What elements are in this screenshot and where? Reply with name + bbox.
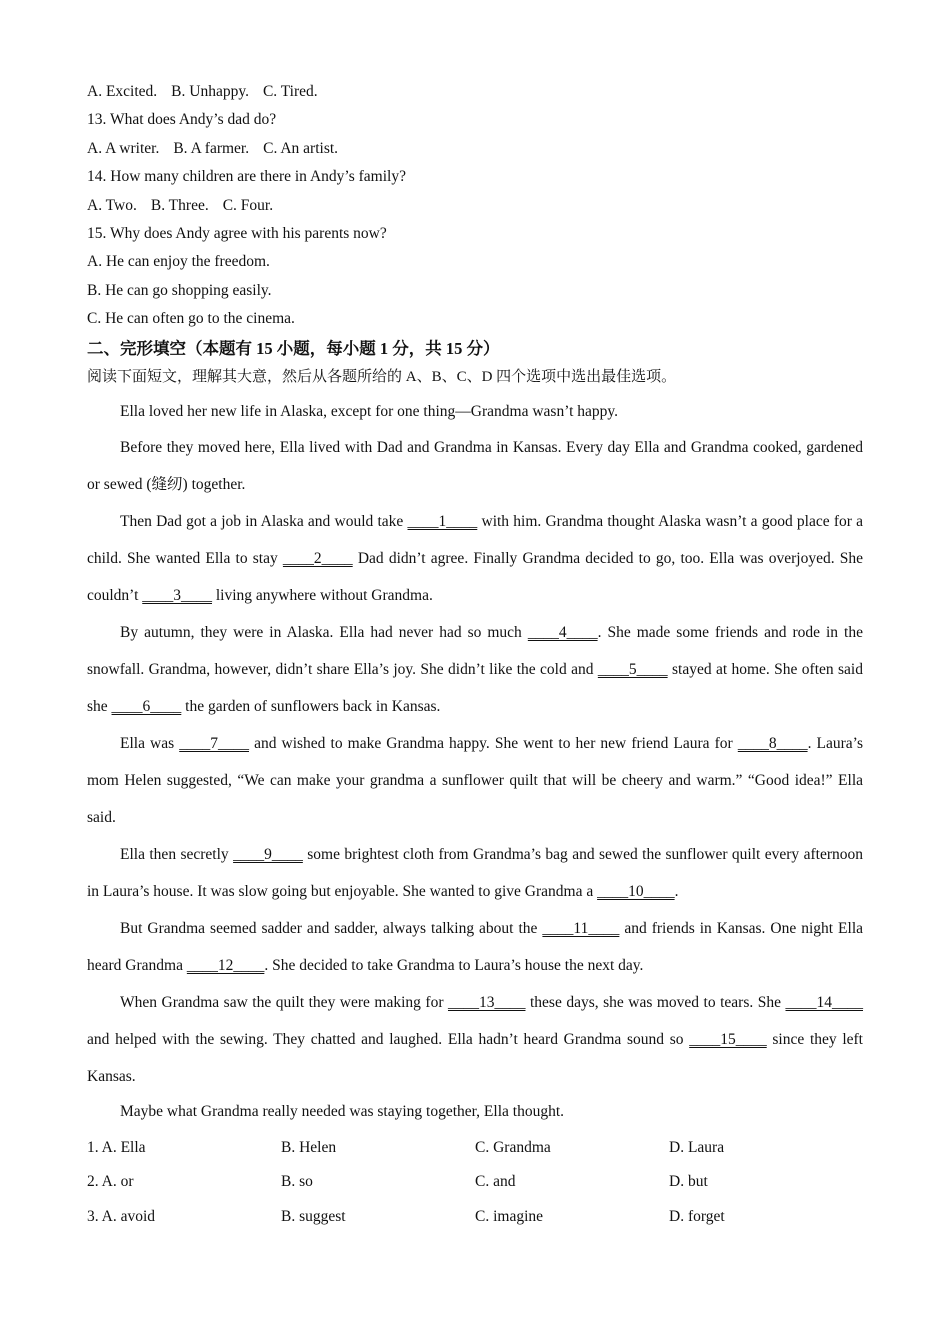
q12-option-b: B. Unhappy. [171, 83, 249, 100]
passage-text: Then Dad got a job in Alaska and would take [120, 512, 408, 530]
blank-4: ____4____ [527, 623, 598, 641]
choice-2-b: B. so [281, 1173, 313, 1191]
passage-text: stayed at home. She often said she [87, 660, 863, 715]
choice-3-b: B. suggest [281, 1207, 346, 1225]
passage-text: these days, she was moved to tears. She [525, 993, 786, 1011]
passage-text: Dad didn’t agree. Finally Grandma decided to go, too. Ella was overjoyed. She couldn’t [87, 549, 863, 604]
passage-paragraph-9: Maybe what Grandma really needed was staying together, Ella thought. [120, 1102, 565, 1120]
exam-page [87, 78, 863, 1234]
passage-text: . She decided to take Grandma to Laura’s house the next day. [264, 956, 644, 974]
blank-8: ____8____ [737, 734, 808, 752]
blank-7: ____7____ [179, 734, 249, 752]
q15-option-b: B. He can go shopping easily. [87, 281, 272, 299]
blank-1: ____1____ [407, 512, 478, 530]
answer-choices [87, 1131, 863, 1235]
choice-row-2 [87, 1165, 863, 1200]
blank-12: ____12____ [186, 956, 265, 974]
q13-option-c: C. An artist. [263, 139, 339, 157]
choice-2-a: 2. A. or [87, 1173, 134, 1191]
choice-3-d: D. forget [669, 1207, 725, 1225]
passage-text: . [674, 882, 679, 900]
passage-paragraph-3 [87, 503, 863, 614]
passage-text: since they left Kansas. [87, 1030, 863, 1085]
q13-question: 13. What does Andy’s dad do? [87, 111, 277, 129]
q14-question: 14. How many children are there in Andy’s family? [87, 168, 406, 186]
passage-text: But Grandma seemed sadder and sadder, always talking about the [120, 919, 543, 937]
q13-options [87, 135, 863, 163]
choice-1-a: 1. A. Ella [87, 1138, 146, 1156]
blank-13: ____13____ [447, 993, 526, 1011]
passage-text: some brightest cloth from Grandma’s bag and sewed the sunflower quilt every afternoon in Laura’s house. It was slow going but enjoyable. She wanted to give Grandma a [87, 845, 863, 900]
passage-text: and friends in Kansas. One night Ella heard Grandma [87, 919, 864, 974]
q13-option-a: A. A writer. [87, 139, 160, 157]
q14-option-b: B. Three. [150, 196, 209, 214]
passage-paragraph-6 [87, 836, 863, 910]
blank-10: ____10____ [597, 882, 675, 900]
passage-text: . She made some friends and rode in the snowfall. Grandma, however, didn’t share Ella’s joy. She didn’t like the cold and [87, 623, 863, 678]
blank-9: ____9____ [233, 845, 303, 863]
passage-text: and wished to make Grandma happy. She went to her new friend Laura for [248, 734, 738, 752]
passage-paragraph-1: Ella loved her new life in Alaska, except for one thing—Grandma wasn’t happy. [120, 402, 619, 420]
choice-1-c: C. Grandma [475, 1138, 551, 1156]
passage-text: When Grandma saw the quilt they were making for [120, 993, 448, 1011]
q14-option-c: C. Four. [222, 196, 274, 214]
blank-11: ____11____ [542, 919, 620, 937]
q14-options [87, 192, 863, 220]
passage-text: with him. Grandma thought Alaska wasn’t a good place for a child. She wanted Ella to stay [87, 512, 863, 567]
q15-question: 15. Why does Andy agree with his parents now? [87, 225, 387, 243]
choice-row-1 [87, 1131, 863, 1166]
blank-14: ____14____ [785, 993, 863, 1011]
passage-text: . Laura’s mom Helen suggested, “We can make your grandma a sunflower quilt that will be cheery and warm.” “Good idea!” Ella said. [87, 734, 863, 826]
q12-options [87, 78, 863, 106]
choice-3-a: 3. A. avoid [87, 1207, 156, 1225]
passage-text: Ella then secretly [120, 845, 234, 863]
blank-3: ____3____ [142, 586, 212, 604]
choice-1-d: D. Laura [669, 1138, 725, 1156]
q12-option-c: C. Tired. [262, 83, 318, 100]
q15-option-c: C. He can often go to the cinema. [87, 310, 295, 328]
passage-paragraph-2: Before they moved here, Ella lived with Dad and Grandma in Kansas. Every day Ella and Grandma cooked, gardened or sewed (缝纫) together. [87, 438, 863, 493]
choice-1-b: B. Helen [281, 1138, 337, 1156]
passage-paragraph-5 [87, 725, 863, 836]
section-instruction: 阅读下面短文，理解其大意，然后从各题所给的 A、B、C、D 四个选项中选出最佳选项。 [87, 368, 677, 385]
passage-text: the garden of sunflowers back in Kansas. [181, 697, 441, 715]
passage-paragraph-4 [87, 614, 863, 725]
blank-5: ____5____ [597, 660, 668, 678]
choice-row-3 [87, 1200, 863, 1235]
choice-3-c: C. imagine [475, 1207, 544, 1225]
choice-2-d: D. but [669, 1173, 708, 1191]
passage-text: By autumn, they were in Alaska. Ella had never had so much [120, 623, 528, 641]
q15-option-a: A. He can enjoy the freedom. [87, 253, 270, 271]
passage-text: Ella was [120, 734, 180, 752]
q13-option-b: B. A farmer. [173, 139, 250, 157]
passage-text: and helped with the sewing. They chatted and laughed. Ella hadn’t heard Grandma sound so [87, 1030, 690, 1048]
passage-paragraph-7 [87, 910, 863, 984]
blank-2: ____2____ [282, 549, 353, 567]
blank-15: ____15____ [689, 1030, 767, 1048]
blank-6: ____6____ [111, 697, 182, 715]
choice-2-c: C. and [475, 1173, 516, 1191]
passage-paragraph-8 [87, 984, 863, 1095]
section-title: 二、完形填空（本题有 15 小题，每小题 1 分，共 15 分） [87, 338, 500, 358]
passage-text: living anywhere without Grandma. [212, 586, 433, 604]
q12-option-a: A. Excited. [87, 83, 158, 100]
q14-option-a: A. Two. [87, 196, 137, 214]
